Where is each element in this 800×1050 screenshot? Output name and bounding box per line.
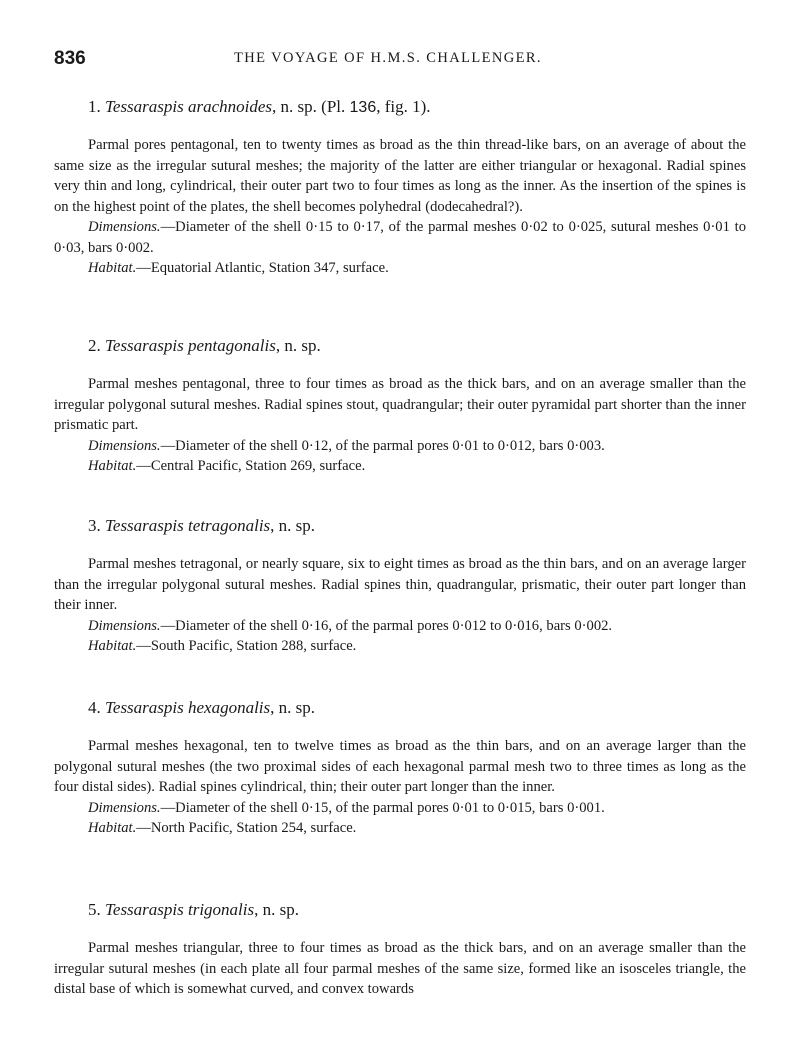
habitat-label: Habitat. [88,820,137,836]
habitat-text: —North Pacific, Station 254, surface. [136,820,357,836]
species-habitat [54,258,746,279]
species-habitat [54,456,746,477]
species-title [88,516,746,536]
page-number: 836 [54,48,86,69]
species-title [88,698,746,718]
dimensions-label: Dimensions. [88,437,161,454]
species-suffix: , n. sp. [275,336,321,355]
species-name: Tessaraspis tetragonalis [105,516,271,535]
habitat-text: —Central Pacific, Station 269, surface. [136,458,366,474]
species-description: Parmal meshes tetragonal, or nearly square, six to eight times as broad as the thin bars, and on an average larger than the irregular polygonal sutural meshes. Radial spines thin, quadrangular, prismatic, their outer part longer than their inner. [54,556,746,613]
species-title [88,900,746,920]
species-name: Tessaraspis pentagonalis [105,336,276,355]
dimensions-text: —Diameter of the shell 0·15, of the parmal pores 0·01 to 0·015, bars 0·001. [160,799,605,816]
species-number: 2. [88,336,101,355]
species-entry-4 [54,698,746,839]
species-suffix: , n. sp. [254,900,299,919]
species-entry-1 [54,97,746,279]
species-suffix: , n. sp. [270,698,316,717]
species-number: 3. [88,516,101,535]
species-number: 1. [88,97,101,116]
dimensions-text: —Diameter of the shell 0·16, of the parmal pores 0·012 to 0·016, bars 0·002. [160,617,613,634]
species-habitat [54,636,746,657]
running-head: THE VOYAGE OF H.M.S. CHALLENGER. [234,50,542,66]
species-entry-5 [54,900,746,1000]
species-entry-2 [54,336,746,477]
species-name: Tessaraspis hexagonalis [105,698,271,717]
page-header [54,48,744,72]
species-description: Parmal meshes hexagonal, ten to twelve times as broad as the thin bars, and on an average larger than the polygonal sutural meshes (the two proximal sides of each hexagonal parmal mesh two to three times as long as the four distal sides). Radial spines cylindrical, thin; their outer part longer than the inner. [54,738,746,795]
species-description: Parmal meshes pentagonal, three to four times as broad as the thick bars, and on an average smaller than the irregular polygonal sutural meshes. Radial spines stout, quadrangular; their outer pyramidal part shorter than the inner prismatic part. [54,376,746,433]
species-entry-3 [54,516,746,657]
habitat-text: —Equatorial Atlantic, Station 347, surface. [136,260,389,276]
species-name: Tessaraspis trigonalis [105,900,255,919]
dimensions-label: Dimensions. [88,219,161,235]
species-dimensions [54,798,746,819]
dimensions-label: Dimensions. [88,617,161,634]
species-description: Parmal pores pentagonal, ten to twenty times as broad as the thin thread-like bars, on an average of about the same size as the irregular sutural meshes; the majority of the latter are either triangular or hexagonal. Radial spines very thin and long, cylindrical, their outer part two to four times as long as the inner. As the insertion of the spines is on the highest point of the plates, the shell becomes polyhedral (dodecahedral?). [54,137,746,215]
species-title [88,97,746,117]
species-dimensions [54,616,746,637]
dimensions-text: —Diameter of the shell 0·12, of the parmal pores 0·01 to 0·012, bars 0·003. [160,437,605,454]
dimensions-text: —Diameter of the shell 0·15 to 0·17, of the parmal meshes 0·02 to 0·025, sutural meshes 0·01 to 0·03, bars 0·002. [54,219,746,256]
species-description: Parmal meshes triangular, three to four times as broad as the thick bars, and on an average smaller than the irregular sutural meshes (in each plate all four parmal meshes of the same size, formed like an isosceles triangle, the distal base of which is somewhat curved, and convex towards [54,940,746,997]
species-suffix: , n. sp. [272,97,317,116]
habitat-label: Habitat. [88,638,137,654]
plate-figure: , fig. 1). [376,97,431,116]
habitat-label: Habitat. [88,260,137,276]
species-number: 4. [88,698,101,717]
habitat-label: Habitat. [88,458,137,474]
species-suffix: , n. sp. [270,516,316,535]
species-habitat [54,818,746,839]
species-title [88,336,746,356]
species-dimensions [54,436,746,457]
habitat-text: —South Pacific, Station 288, surface. [136,638,357,654]
plate-reference: (Pl. [321,97,350,116]
species-dimensions [54,217,746,258]
plate-number: 136 [349,99,377,116]
dimensions-label: Dimensions. [88,799,161,816]
species-number: 5. [88,900,101,919]
species-name: Tessaraspis arachnoides [105,97,273,116]
